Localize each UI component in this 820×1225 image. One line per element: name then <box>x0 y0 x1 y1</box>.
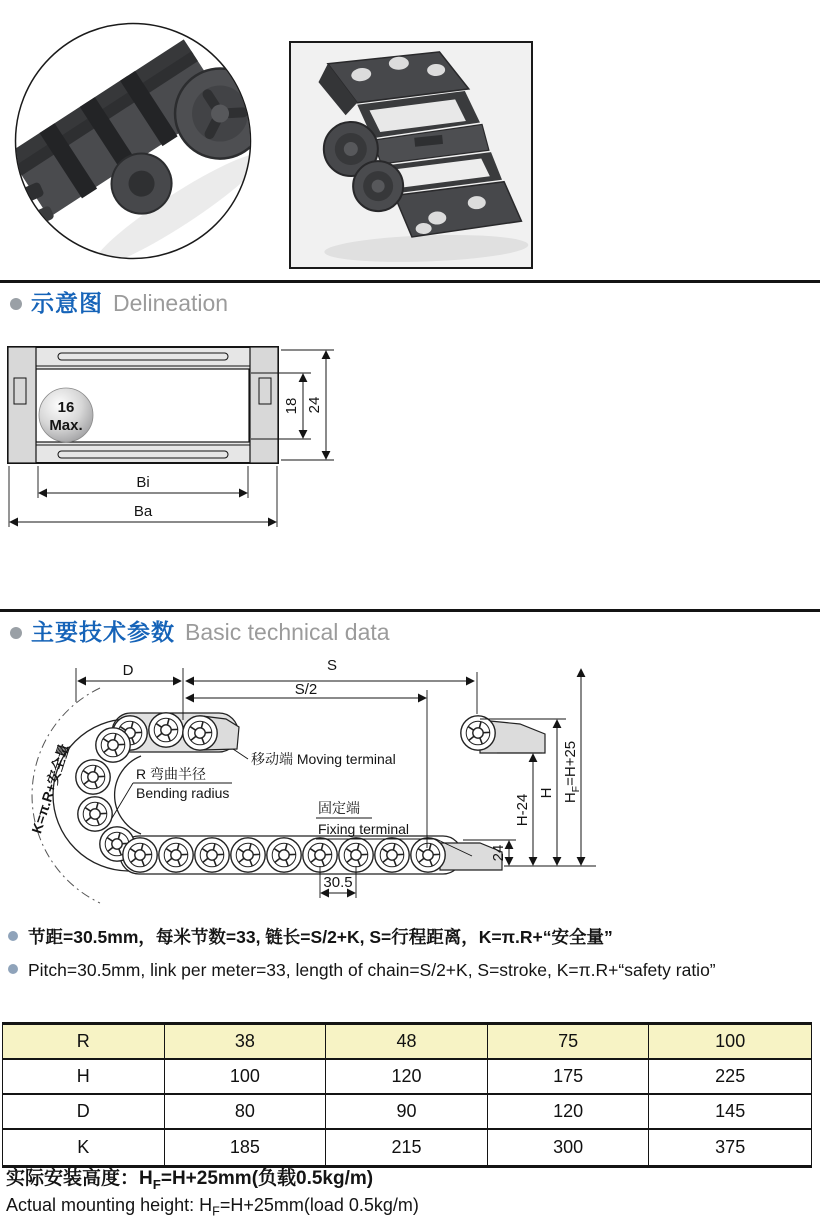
product-photo-closeup <box>10 16 256 264</box>
table-cell: 175 <box>488 1060 650 1095</box>
table-cell: 215 <box>326 1130 488 1165</box>
note-pitch-en <box>8 955 716 985</box>
dim-hf-label: $H_F=H+25$ <box>562 740 582 804</box>
note-text: Pitch=30.5mm, link per meter=33, length of chain=S/2+K, S=stroke, K=π.R+“safety ratio” <box>28 960 716 980</box>
ball-max-label: Max. <box>49 417 83 434</box>
section-title-en: Delineation <box>113 290 229 316</box>
note-pitch-cn <box>8 922 613 952</box>
section-divider <box>0 609 820 612</box>
product-photo-assembly <box>289 41 533 269</box>
dim-inner-width-label: Bi <box>136 474 150 491</box>
table-cell: 90 <box>326 1095 488 1130</box>
section-bullet-icon <box>10 298 22 310</box>
table-cell: 120 <box>488 1095 650 1130</box>
dim-inner-height-label: 18 <box>283 397 300 415</box>
table-cell: 38 <box>165 1025 327 1060</box>
dim-s2-label: S/2 <box>294 681 318 698</box>
note-text: 节距=30.5mm，每米节数=33, 链长=S/2+K, S=行程距离，K=π.R+“安全量” <box>28 927 613 947</box>
section-title-en: Basic technical data <box>185 619 390 645</box>
cross-section-diagram <box>0 340 345 532</box>
dim-24 <box>490 841 509 865</box>
dim-hf <box>562 669 582 865</box>
mounting-height-note-en: Actual mounting height: $H_F=H+25mm(load$ 0.5kg/m) <box>6 1195 419 1219</box>
note-bullet-icon <box>8 931 18 941</box>
dim-24-label: 24 <box>490 844 507 862</box>
table-row-label: H <box>3 1060 165 1095</box>
note-bullet-icon <box>8 964 18 974</box>
moving-terminal-label <box>233 749 396 767</box>
section-title-cn: 示意图 <box>31 290 103 316</box>
ball-size-label: 16 <box>57 399 75 416</box>
dim-stroke <box>186 657 474 681</box>
bending-radius-label <box>112 766 232 818</box>
section-header-delineation <box>10 288 228 318</box>
spec-table <box>2 1022 812 1168</box>
max-cable-ball <box>39 388 93 442</box>
table-cell: 185 <box>165 1130 327 1165</box>
svg-text:R 弯曲半径: R 弯曲半径 <box>136 766 206 782</box>
dim-outer-width-label: Ba <box>133 503 153 520</box>
mounting-height-note-cn: 实际安装高度：$H_F=H+25mm$(负载0.5kg/m) <box>6 1168 374 1192</box>
svg-text:Fixing terminal: Fixing terminal <box>318 821 410 837</box>
svg-text:Bending radius: Bending radius <box>136 785 230 801</box>
svg-text:固定端: 固定端 <box>318 800 360 816</box>
dim-h24-label: H-24 <box>514 793 531 827</box>
table-cell: 120 <box>326 1060 488 1095</box>
section-divider <box>0 280 820 283</box>
table-row-label: K <box>3 1130 165 1165</box>
table-cell: 375 <box>715 1137 746 1157</box>
table-cell: 225 <box>649 1060 811 1095</box>
table-cell: 300 <box>488 1130 650 1165</box>
bend-diagram <box>20 650 600 910</box>
table-cell: 75 <box>488 1025 650 1060</box>
table-cell: 80 <box>165 1095 327 1130</box>
table-row-label: D <box>3 1095 165 1130</box>
dim-d-label: D <box>122 662 134 679</box>
svg-text:移动端 Moving terminal: 移动端 Moving terminal <box>251 751 396 767</box>
table-row-label: R <box>3 1025 165 1060</box>
dim-half-stroke <box>186 681 426 698</box>
dim-inner-width <box>38 466 248 498</box>
table-cell: 145 <box>649 1095 811 1130</box>
dim-h-minus-24 <box>514 754 533 865</box>
section-header-technical <box>10 617 390 647</box>
section-title-cn: 主要技术参数 <box>31 619 175 645</box>
dim-outer-height-label: 24 <box>306 396 323 414</box>
safety-allowance-label: K=π.R+安全量 <box>28 741 73 836</box>
table-cell: 100 <box>649 1025 811 1060</box>
dim-h-label: H <box>538 787 555 799</box>
section-bullet-icon <box>10 627 22 639</box>
table-cell: 48 <box>326 1025 488 1060</box>
dim-s-label: S <box>326 657 338 674</box>
dim-bend-projection <box>78 662 181 681</box>
table-cell: 100 <box>165 1060 327 1095</box>
dim-pitch-label: 30.5 <box>323 874 353 891</box>
